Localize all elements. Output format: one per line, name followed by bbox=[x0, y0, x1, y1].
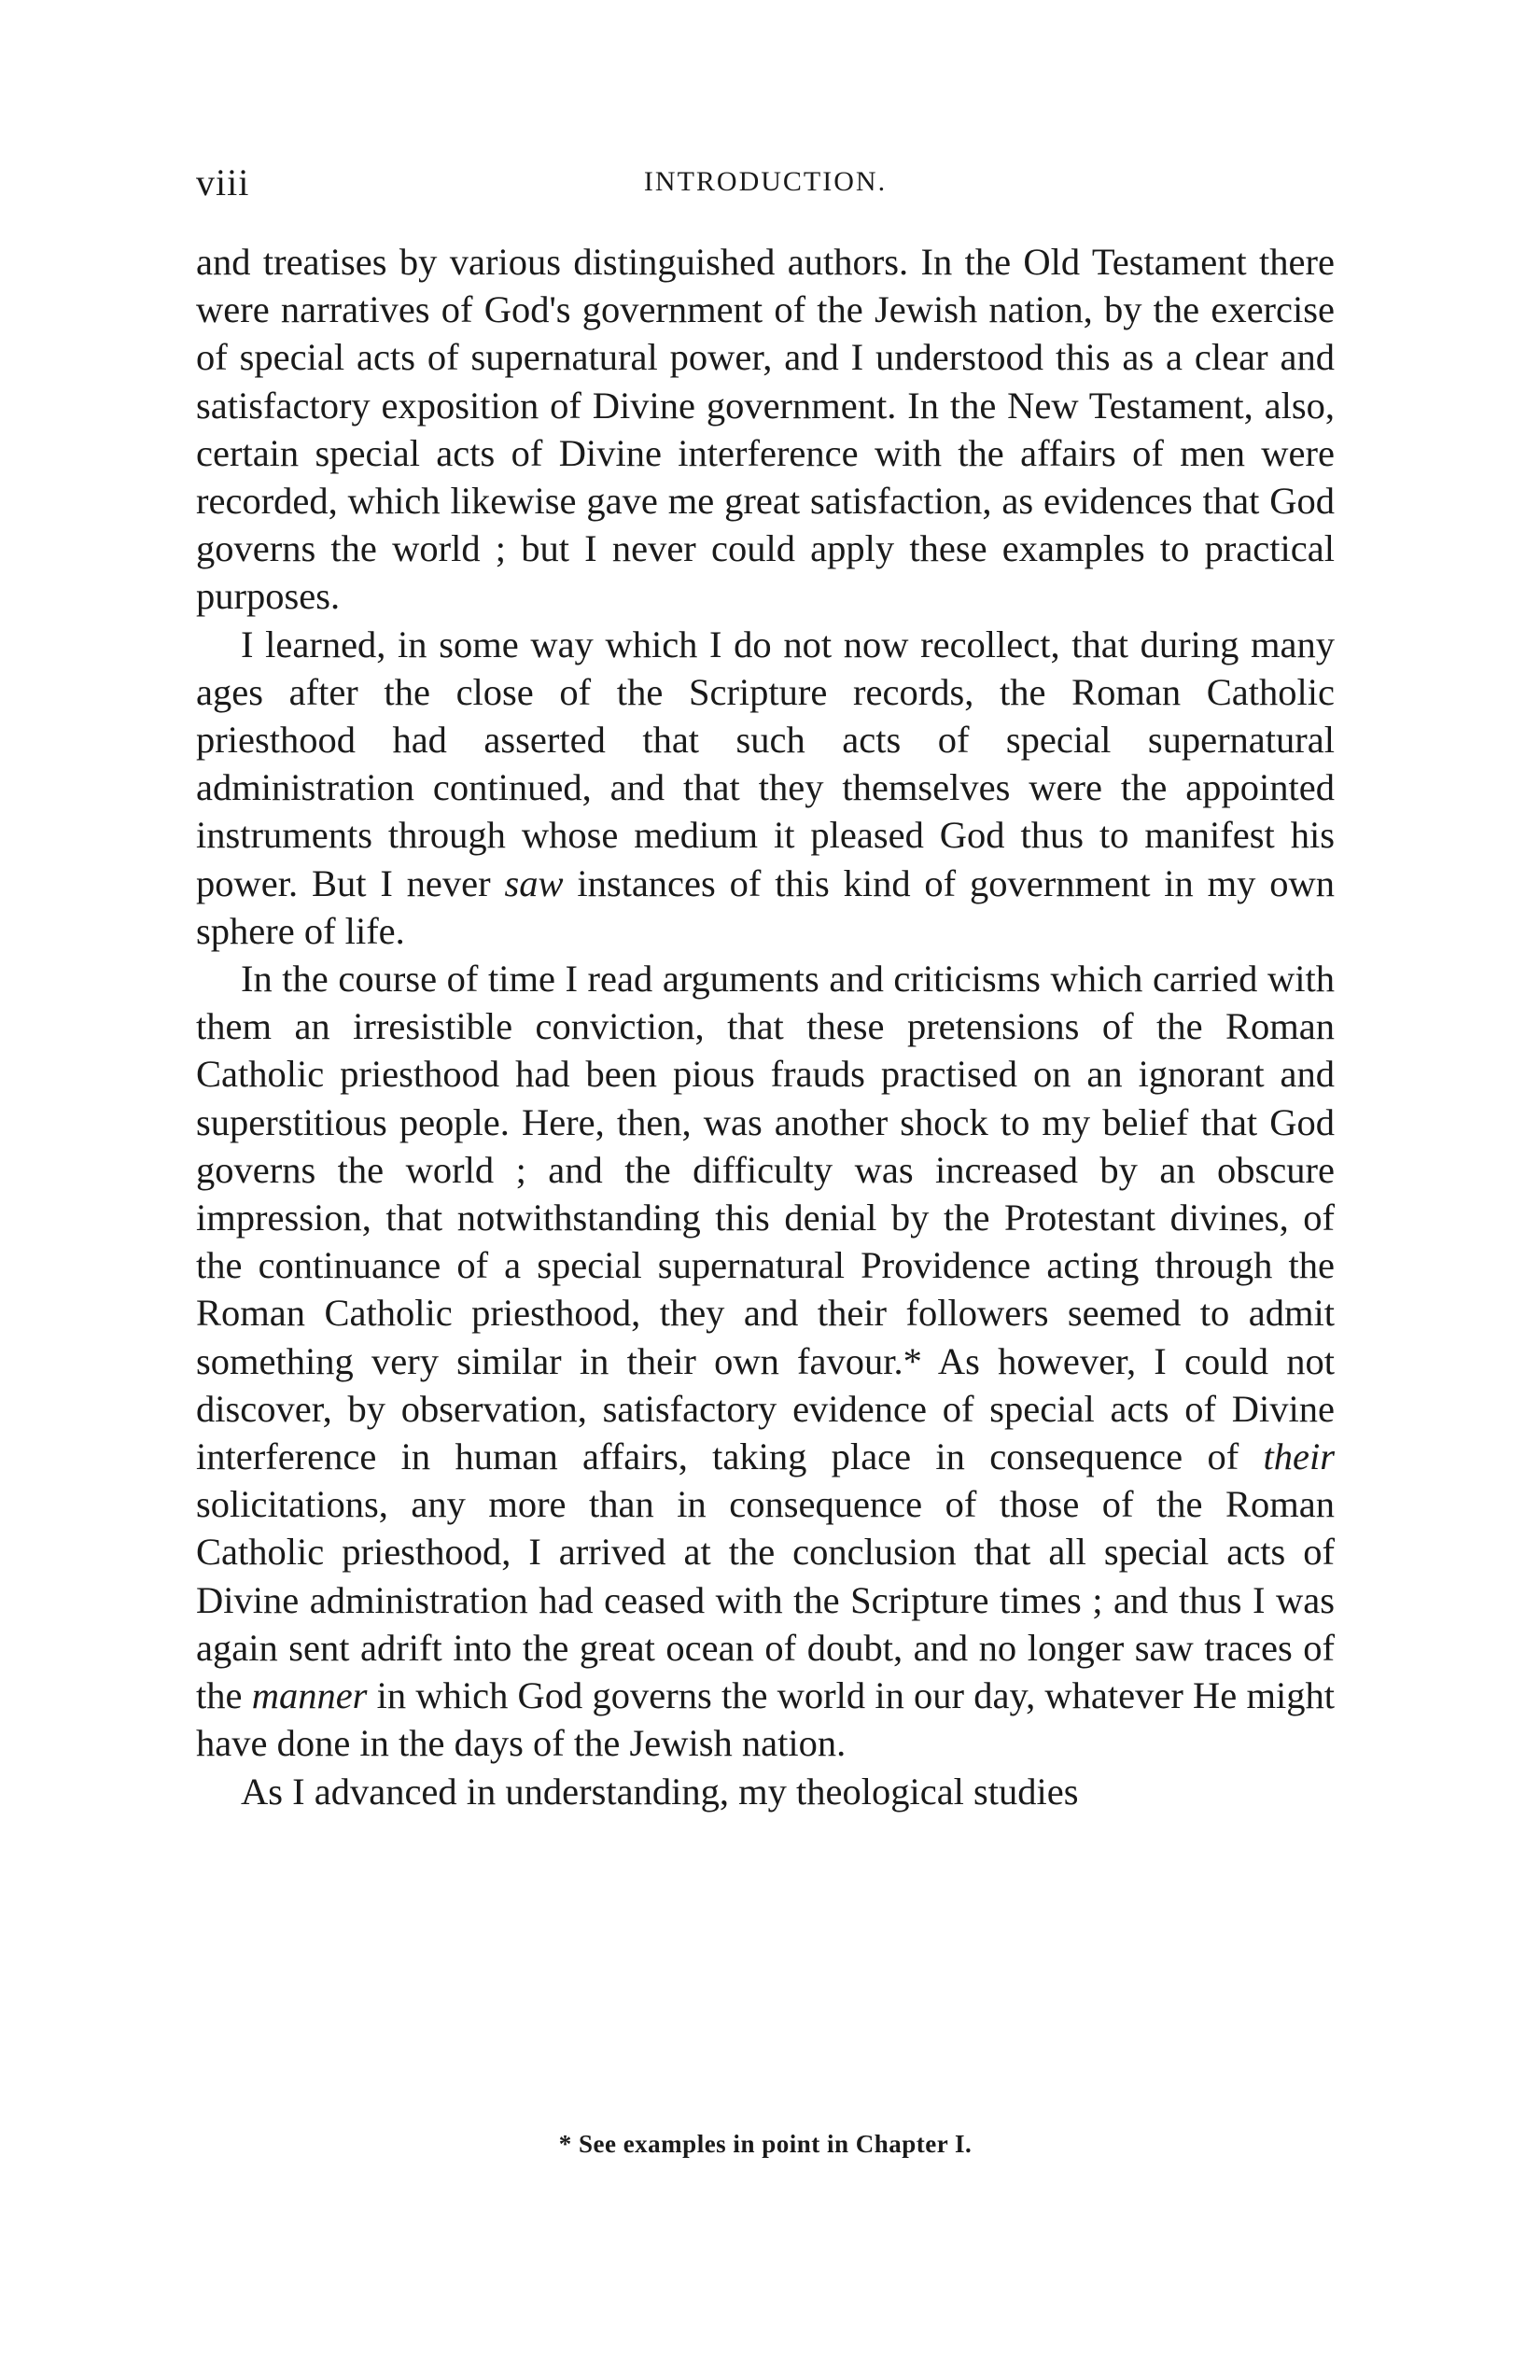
paragraph-2 bbox=[196, 621, 1335, 955]
running-head: INTRODUCTION. bbox=[643, 166, 888, 197]
paragraph-3 bbox=[196, 955, 1335, 1767]
paragraph-3-text-a: In the course of time I read arguments and criticisms which carried with them an irresistible conviction, that these pretensions of the Roman Catholic priesthood had been pious frauds practised on an ignorant and superstitious people. Here, then, was another shock to my belief that God governs the world ; and the difficulty was increased by an obscure impression, that notwithstanding this denial by the Protestant divines, of the continuance of a special supernatural Providence acting through the Roman Catholic priesthood, they and their followers seemed to admit something very similar in their own favour.* As however, I could not discover, by observation, satisfactory evidence of special acts of Divine interference in human affairs, taking place in consequence of bbox=[196, 958, 1335, 1478]
paragraph-3-text-b: solicitations, any more than in consequence of those of the Roman Catholic priesthood, I arrived at the conclusion that all special acts of Divine administration had ceased with the Scripture times ; and thus I was again sent adrift into the great ocean of doubt, and no longer saw traces of the bbox=[196, 1483, 1335, 1717]
paragraph-2-emphasis: saw bbox=[504, 861, 564, 904]
paragraph-1 bbox=[196, 238, 1335, 621]
footnote: * See examples in point in Chapter I. bbox=[558, 2130, 973, 2158]
paragraph-2-text-b: instances of this kind of government in my own sphere of life. bbox=[196, 861, 1335, 952]
paragraph-3-text-c: in which God governs the world in our day, whatever He might have done in the days of the Jewish nation. bbox=[196, 1674, 1335, 1765]
paragraph-4 bbox=[196, 1768, 1335, 1815]
page-header bbox=[196, 161, 1335, 207]
paragraph-3-emphasis-b: manner bbox=[251, 1674, 368, 1717]
paragraph-3-emphasis-a: their bbox=[1263, 1435, 1335, 1478]
paragraph-2-text-a: I learned, in some way which I do not now recollect, that during many ages after the close of the Scripture records, the Roman Catholic priesthood had asserted that such acts of special supernatural administration continued, and that they themselves were the appointed instruments through whose medium it pleased God thus to manifest his power. But I never bbox=[196, 623, 1335, 904]
paragraph-1-text: and treatises by various distinguished authors. In the Old Testament there were narratives of God's government of the Jewish nation, by the exercise of special acts of supernatural power, and I understood this as a clear and satisfactory exposition of Divine government. In the New Testament, also, certain special acts of Divine interference with the affairs of men were recorded, which likewise gave me great satisfaction, as evidences that God governs the world ; but I never could apply these examples to practical purposes. bbox=[196, 241, 1335, 618]
page-number: viii bbox=[196, 161, 250, 203]
body-text bbox=[196, 238, 1335, 1815]
paragraph-4-text: As I advanced in understanding, my theological studies bbox=[241, 1770, 1079, 1813]
